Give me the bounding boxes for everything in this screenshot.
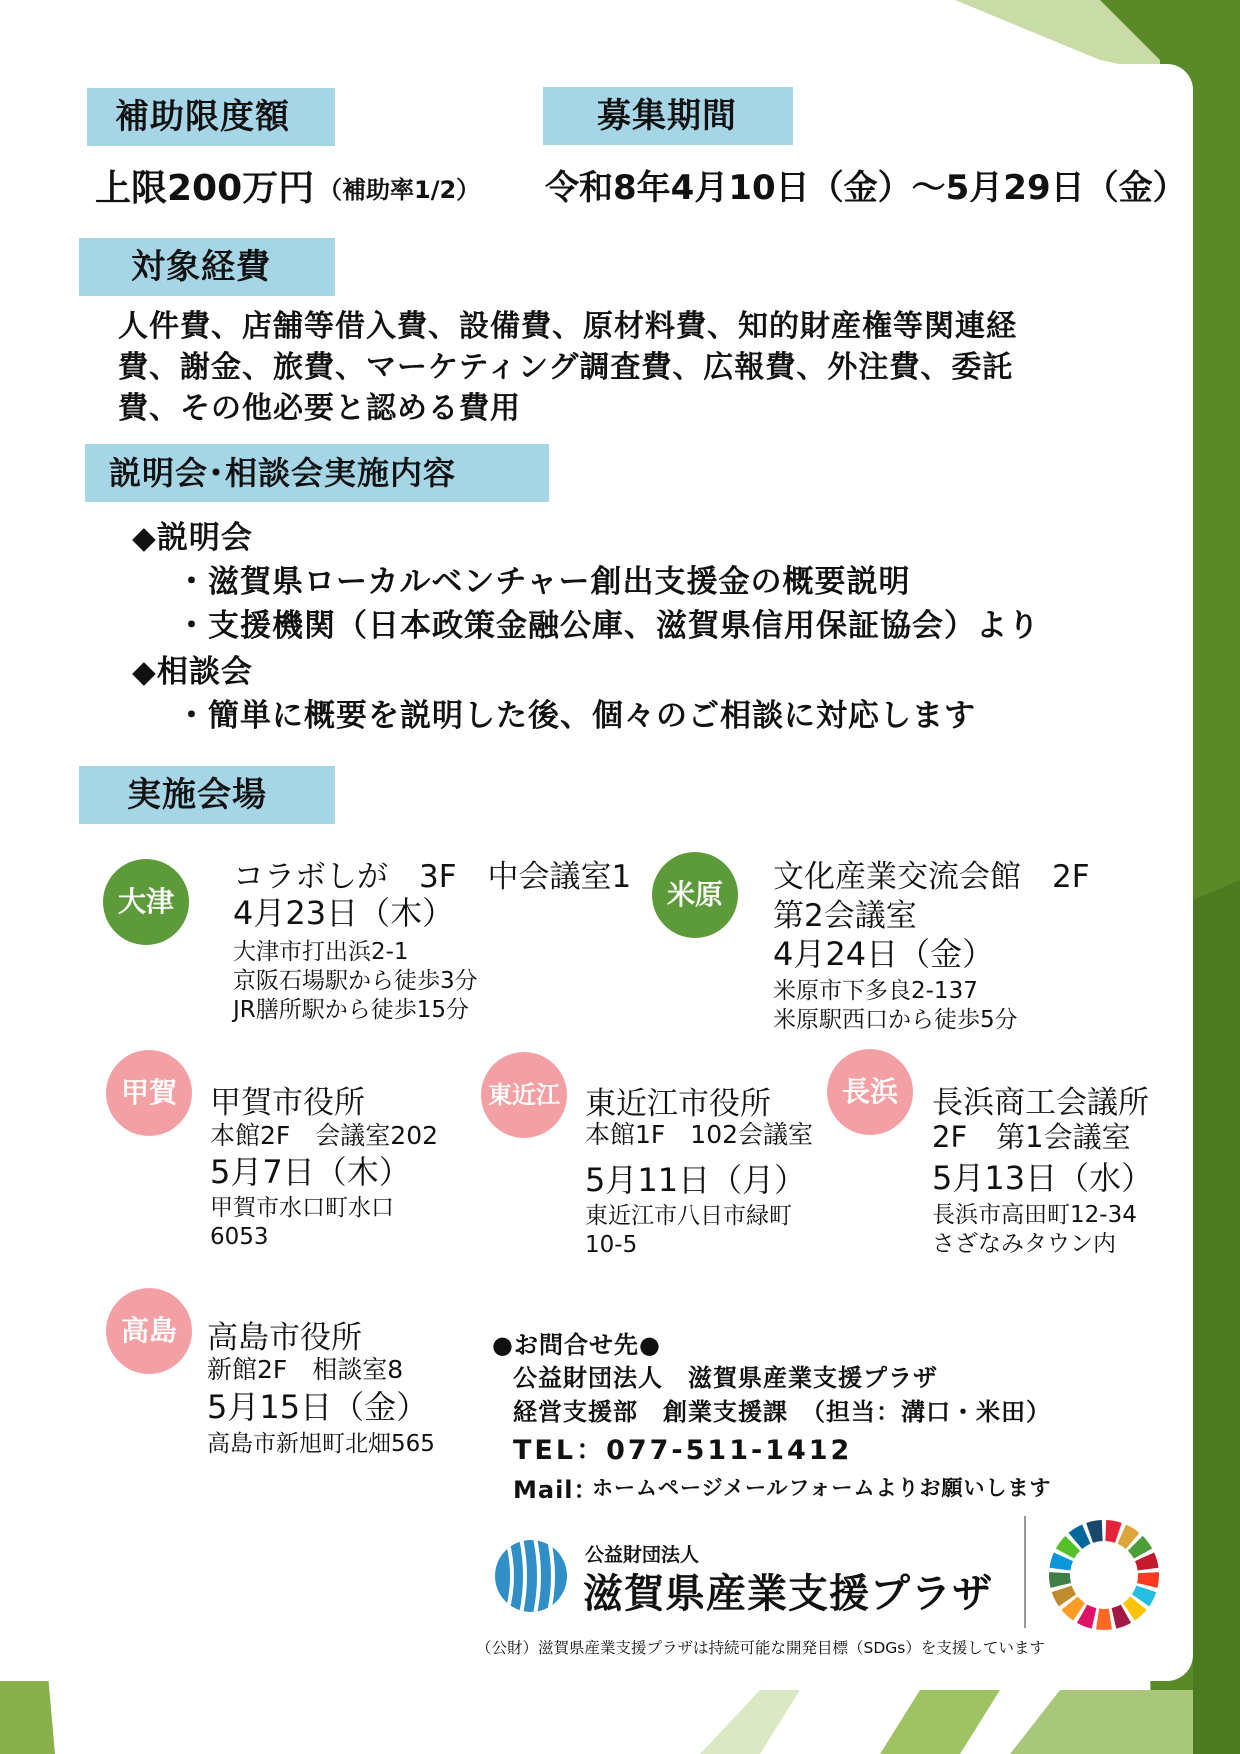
expenses-line-3: 費、その他必要と認める費用 (118, 391, 521, 426)
venue-sub-maibara: 第2会議室 (773, 898, 917, 934)
venue-name-nagahama: 長浜商工会議所 (932, 1085, 1149, 1121)
contact-dept: 経営支援部 創業支援課 （担当：溝口・米田） (513, 1398, 1051, 1426)
footer-note: （公財）滋賀県産業支援プラザは持続可能な開発目標（SDGs）を支援しています (476, 1639, 1045, 1657)
sdgs-wheel-segment (1137, 1572, 1159, 1588)
sdgs-wheel-segment (1086, 1520, 1102, 1543)
venue-city-badge-koka: 甲賀 (106, 1050, 192, 1136)
consult-title: ◆相談会 (132, 654, 253, 690)
contact-tel[interactable]: TEL：077-511-1412 (513, 1435, 853, 1466)
venue-addr-maibara-2: 米原駅西口から徒歩5分 (773, 1007, 1018, 1033)
contact-mail-label: Mail： (513, 1476, 599, 1504)
sdgs-wheel-segment (1049, 1572, 1071, 1588)
contact-mail-text: ホームページメールフォームよりお願いします (592, 1476, 1052, 1500)
venue-date-otsu: 4月23日（木） (233, 894, 455, 932)
venues-label: 実施会場 (79, 766, 335, 824)
venue-date-takashima: 5月15日（金） (207, 1388, 429, 1426)
contact-title: ●お問合せ先● (492, 1331, 661, 1359)
venue-name-koka: 甲賀市役所 (210, 1085, 365, 1121)
venue-addr-nagahama-2: さざなみタウン内 (932, 1231, 1116, 1257)
venue-sub-higashiomi: 本館1F 102会議室 (585, 1120, 814, 1149)
consult-item-1: ・簡単に概要を説明した後、個々のご相談に対応します (176, 698, 976, 734)
venue-sub-takashima: 新館2F 相談室8 (207, 1355, 404, 1384)
logo-org-type: 公益財団法人 (585, 1544, 700, 1566)
sessions-label: 説明会･相談会実施内容 (85, 444, 549, 502)
venue-date-nagahama: 5月13日（水） (932, 1159, 1154, 1197)
venue-city-badge-otsu: 大津 (103, 859, 189, 945)
venue-addr-koka-1: 甲賀市水口町水口 (210, 1195, 394, 1221)
venue-sub-koka: 本館2F 会議室202 (210, 1121, 439, 1150)
venue-date-maibara: 4月24日（金） (773, 935, 995, 973)
venue-date-higashiomi: 5月11日（月） (585, 1161, 807, 1199)
venue-name-maibara: 文化産業交流会館 2F (773, 859, 1090, 895)
subsidy-amount: 上限200万円 (95, 168, 315, 209)
venue-addr-higashiomi-1: 東近江市八日市緑町 (585, 1203, 792, 1229)
logo-org-name: 滋賀県産業支援プラザ (583, 1571, 993, 1617)
venue-city-badge-maibara: 米原 (652, 852, 738, 938)
venue-addr-takashima-1: 高島市新旭町北畑565 (207, 1431, 435, 1457)
venue-addr-otsu-2: 京阪石場駅から徒歩3分 (233, 968, 478, 994)
venue-addr-maibara-1: 米原市下多良2-137 (773, 978, 978, 1004)
venue-name-takashima: 高島市役所 (207, 1320, 362, 1356)
sdgs-wheel-segment (1105, 1520, 1121, 1543)
venue-city-badge-takashima: 高島 (106, 1288, 192, 1374)
period-label: 募集期間 (543, 87, 793, 145)
plaza-logo-icon (491, 1536, 571, 1616)
venue-addr-higashiomi-2: 10-5 (585, 1232, 638, 1258)
venue-sub-nagahama: 2F 第1会議室 (932, 1120, 1131, 1154)
venue-name-higashiomi: 東近江市役所 (585, 1086, 771, 1122)
venue-city-badge-higashiomi: 東近江 (481, 1052, 567, 1138)
briefing-title: ◆説明会 (132, 520, 253, 556)
venue-date-koka: 5月7日（木） (210, 1153, 411, 1191)
venue-city-badge-nagahama: 長浜 (827, 1049, 913, 1135)
venue-addr-otsu-1: 大津市打出浜2-1 (233, 939, 409, 965)
sdgs-wheel-icon (1047, 1518, 1161, 1632)
sdgs-wheel-segment (1096, 1609, 1112, 1630)
venue-addr-koka-2: 6053 (210, 1224, 269, 1250)
venue-name-otsu: コラボしが 3F 中会議室1 (233, 859, 632, 895)
subsidy-label: 補助限度額 (87, 88, 335, 146)
expenses-line-2: 費、謝金、旅費、マーケティング調査費、広報費、外注費、委託 (118, 350, 1014, 385)
period-value: 令和8年4月10日（金）～5月29日（金） (545, 168, 1187, 208)
briefing-item-2: ・支援機関（日本政策金融公庫、滋賀県信用保証協会）より (176, 608, 1040, 644)
logo-divider (1024, 1516, 1026, 1628)
venue-addr-otsu-3: JR膳所駅から徒歩15分 (233, 997, 470, 1023)
subsidy-rate: （補助率1/2） (318, 176, 481, 204)
briefing-item-1: ・滋賀県ローカルベンチャー創出支援金の概要説明 (176, 564, 911, 600)
expenses-label: 対象経費 (79, 238, 335, 296)
expenses-line-1: 人件費、店舗等借入費、設備費、原材料費、知的財産権等関連経 (118, 309, 1017, 344)
contact-org: 公益財団法人 滋賀県産業支援プラザ (513, 1364, 938, 1392)
venue-addr-nagahama-1: 長浜市高田町12-34 (932, 1202, 1137, 1228)
